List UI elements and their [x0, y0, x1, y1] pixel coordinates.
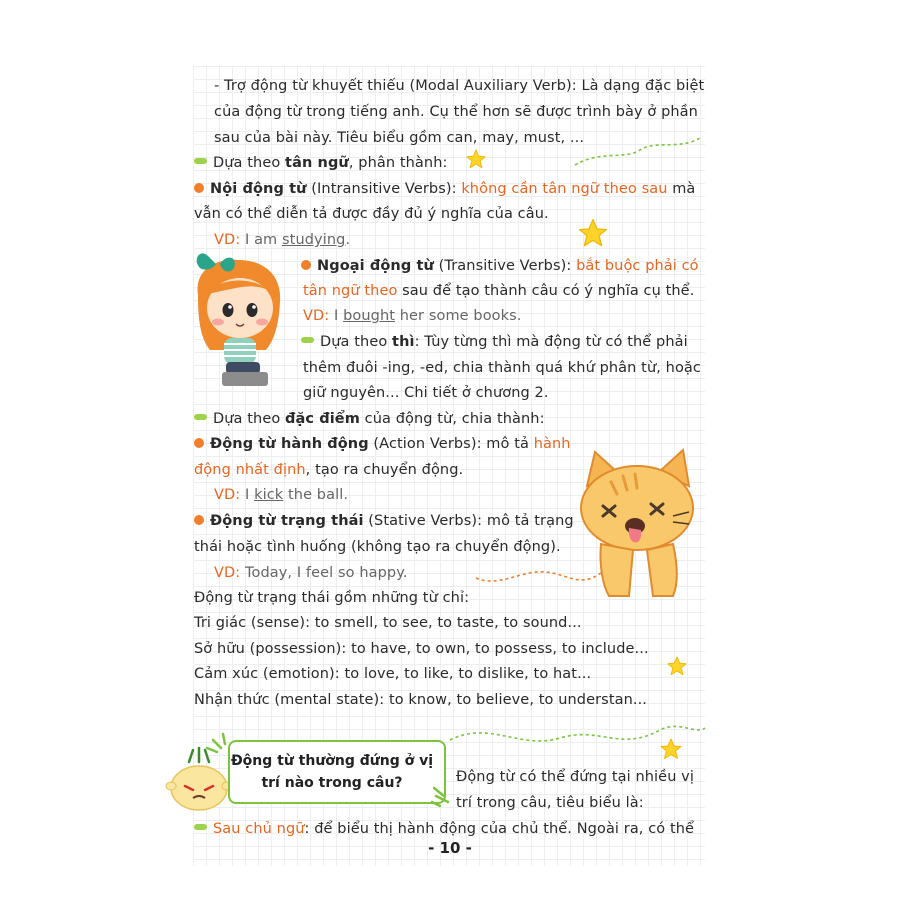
text-line: Động từ hành động (Action Verbs): mô tả hành — [194, 434, 571, 454]
orange-bullet-icon — [194, 515, 204, 525]
text-line: Ngoại động từ (Transitive Verbs): bắt buộc phải có — [301, 256, 699, 276]
green-bullet-icon — [301, 337, 314, 343]
text-line: Dựa theo thì: Tùy từng thì mà động từ có thể phải — [301, 332, 688, 352]
text-line: - Trợ động từ khuyết thiếu (Modal Auxiliary Verb): Là dạng đặc biệt — [214, 78, 705, 94]
text-line: thái hoặc tình huống (không tạo ra chuyển động). — [194, 539, 561, 555]
example-line: VD: Today, I feel so happy. — [214, 565, 408, 581]
example-line: VD: I am studying. — [214, 232, 351, 248]
green-bullet-icon — [194, 414, 207, 420]
star-icon — [666, 655, 688, 677]
orange-bullet-icon — [194, 183, 204, 193]
star-icon — [577, 217, 609, 249]
text-line: trí trong câu, tiêu biểu là: — [456, 795, 644, 811]
orange-bullet-icon — [194, 438, 204, 448]
question-line-1: Động từ thường đứng ở vị — [230, 753, 434, 769]
text-line: tân ngữ theo sau để tạo thành câu có ý nghĩa cụ thể. — [303, 283, 695, 299]
text-line: động nhất định, tạo ra chuyển động. — [194, 462, 464, 478]
cat-illustration — [577, 446, 701, 606]
text-line: Động từ có thể đứng tại nhiều vị — [456, 769, 694, 785]
star-icon — [659, 737, 683, 761]
text-line: Nội động từ (Intransitive Verbs): không cần tân ngữ theo sau mà — [194, 179, 695, 199]
text-line: Động từ trạng thái (Stative Verbs): mô tả trạng — [194, 511, 574, 531]
green-bullet-icon — [194, 158, 207, 164]
text-line: Nhận thức (mental state): to know, to believe, to understan... — [194, 692, 648, 708]
question-heading — [222, 750, 442, 794]
page-number: - 10 - — [428, 839, 472, 857]
text-line: của động từ trong tiếng anh. Cụ thể hơn sẽ được trình bày ở phần — [214, 104, 698, 120]
girl-illustration — [186, 250, 294, 390]
text-line: Động từ trạng thái gồm những từ chỉ: — [194, 590, 470, 606]
star-icon — [465, 148, 487, 170]
text-line: Tri giác (sense): to smell, to see, to taste, to sound... — [194, 615, 582, 631]
text-line: thêm đuôi -ing, -ed, chia thành quá khứ phân từ, hoặc — [303, 360, 701, 376]
text-line: Sở hữu (possession): to have, to own, to possess, to include... — [194, 641, 649, 657]
question-line-2: trí nào trong câu? — [261, 775, 403, 791]
text-line: Dựa theo tân ngữ, phân thành: — [194, 153, 447, 173]
example-line: VD: I kick the ball. — [214, 487, 349, 503]
text-line: Dựa theo đặc điểm của động từ, chia thành: — [194, 409, 545, 429]
orange-bullet-icon — [301, 260, 311, 270]
text-line: sau của bài này. Tiêu biểu gồm can, may, must, ... — [214, 130, 585, 146]
text-line: giữ nguyên... Chi tiết ở chương 2. — [303, 385, 549, 401]
example-line: VD: I bought her some books. — [303, 308, 522, 324]
text-line: Sau chủ ngữ: để biểu thị hành động của chủ thể. Ngoài ra, có thể — [194, 819, 694, 839]
text-line: Cảm xúc (emotion): to love, to like, to dislike, to hat... — [194, 666, 592, 682]
green-bullet-icon — [194, 824, 207, 830]
text-line: vẫn có thể diễn tả được đầy đủ ý nghĩa của câu. — [194, 206, 549, 222]
